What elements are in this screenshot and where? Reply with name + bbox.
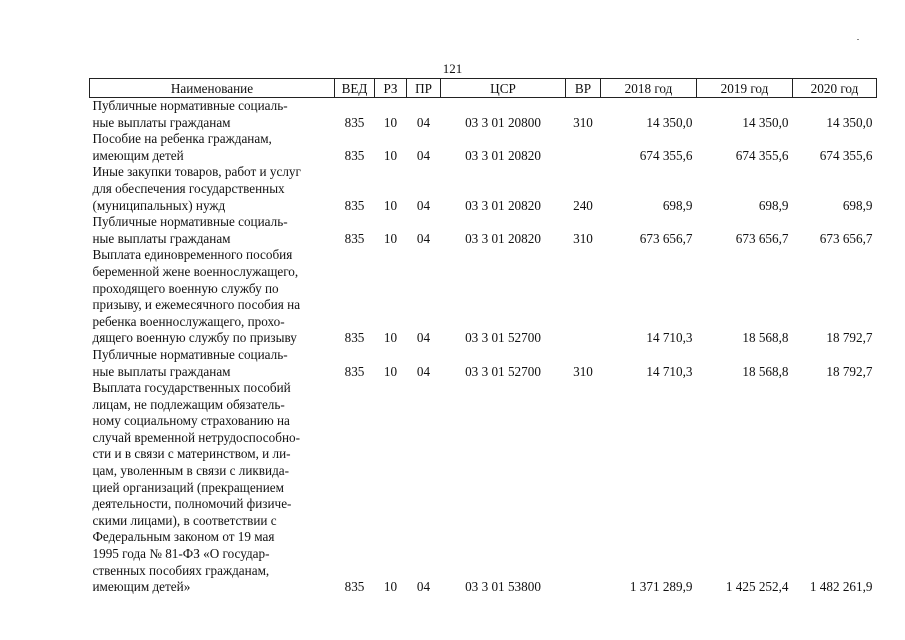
row-vr <box>566 247 601 347</box>
row-2018: 674 355,6 <box>639 147 693 163</box>
row-name: Публичные нормативные социаль- ные выплаты гражданам <box>92 98 288 130</box>
row-2019: 674 355,6 <box>735 147 789 163</box>
row-rz: 10 <box>383 114 398 130</box>
row-pr: 04 <box>416 197 431 213</box>
row-rz: 10 <box>383 330 398 346</box>
row-name: Публичные нормативные социаль- ные выплаты гражданам <box>92 346 288 379</box>
row-2020: 673 656,7 <box>819 230 873 246</box>
header-vr: ВР <box>566 79 601 98</box>
row-vr <box>566 131 601 164</box>
table-row <box>90 98 877 132</box>
row-pr: 04 <box>416 330 431 346</box>
table-row <box>90 380 877 596</box>
header-2018: 2018 год <box>601 79 697 98</box>
header-2019: 2019 год <box>697 79 793 98</box>
row-2020: 674 355,6 <box>819 147 873 163</box>
row-rz: 10 <box>383 230 398 246</box>
row-ved: 835 <box>344 363 365 379</box>
row-rz: 10 <box>383 363 398 379</box>
table-header <box>90 79 877 98</box>
row-csr: 03 3 01 20820 <box>465 230 541 246</box>
row-2020: 14 350,0 <box>826 114 873 130</box>
row-2019: 1 425 252,4 <box>725 579 789 595</box>
row-2018: 14 710,3 <box>646 363 693 379</box>
row-rz: 10 <box>383 147 398 163</box>
row-ved: 835 <box>344 579 365 595</box>
row-pr: 04 <box>416 230 431 246</box>
row-ved: 835 <box>344 147 365 163</box>
header-ved: ВЕД <box>335 79 375 98</box>
row-name: Выплата государственных пособий лицам, не подлежащим обязатель- ному социальному страхованию на случай временной нетрудоспособно- сти и в связи с материнством, и ли- цам, уволенным в связи с ликвида- цией организаций (прекращением деятельности, полномочий физиче- скими лицами), в соответствии с Федеральным законом от 19 мая 1995 года № 81-ФЗ «О государ- ственных пособиях гражданам, имеющим детей» <box>92 380 300 595</box>
row-2020: 18 792,7 <box>826 330 873 346</box>
row-vr: 310 <box>573 363 593 379</box>
row-ved: 835 <box>344 330 365 346</box>
row-csr: 03 3 01 53800 <box>465 579 541 595</box>
table-row <box>90 247 877 347</box>
row-2019: 18 568,8 <box>742 363 789 379</box>
row-2018: 1 371 289,9 <box>629 579 693 595</box>
row-ved: 835 <box>344 197 365 213</box>
row-pr: 04 <box>416 363 431 379</box>
header-pr: ПР <box>407 79 441 98</box>
row-pr: 04 <box>416 579 431 595</box>
table-row <box>90 214 877 247</box>
row-csr: 03 3 01 52700 <box>465 330 541 346</box>
row-pr: 04 <box>416 114 431 130</box>
row-2020: 698,9 <box>842 197 873 213</box>
row-2018: 698,9 <box>662 197 693 213</box>
header-2020: 2020 год <box>793 79 877 98</box>
row-name: Публичные нормативные социаль- ные выплаты гражданам <box>92 214 288 246</box>
row-name: Пособие на ребенка гражданам, имеющим детей <box>92 131 272 163</box>
row-2019: 673 656,7 <box>735 230 789 246</box>
header-csr: ЦСР <box>441 79 566 98</box>
table-body <box>90 98 877 596</box>
row-vr: 310 <box>573 230 593 246</box>
budget-table <box>89 78 877 596</box>
row-2018: 14 350,0 <box>646 114 693 130</box>
row-rz: 10 <box>383 579 398 595</box>
row-2019: 698,9 <box>758 197 789 213</box>
row-vr: 310 <box>573 114 593 130</box>
row-csr: 03 3 01 20800 <box>465 114 541 130</box>
row-ved: 835 <box>344 114 365 130</box>
row-2019: 14 350,0 <box>742 114 789 130</box>
row-vr <box>566 380 601 596</box>
row-csr: 03 3 01 20820 <box>465 197 541 213</box>
row-2019: 18 568,8 <box>742 330 789 346</box>
row-2020: 18 792,7 <box>826 363 873 379</box>
header-name: Наименование <box>90 79 335 98</box>
table-row <box>90 347 877 380</box>
row-2018: 14 710,3 <box>646 330 693 346</box>
row-2018: 673 656,7 <box>639 230 693 246</box>
row-vr: 240 <box>573 197 593 213</box>
table-row <box>90 131 877 164</box>
row-name: Иные закупки товаров, работ и услуг для обеспечения государственных (муниципальных) нужд <box>92 164 301 213</box>
row-rz: 10 <box>383 197 398 213</box>
scan-speck <box>857 39 859 40</box>
row-csr: 03 3 01 20820 <box>465 147 541 163</box>
row-name: Выплата единовременного пособия беременной жене военнослужащего, проходящего военную службу по призыву, и ежемесячного пособия на ребенка военнослужащего, прохо- дящего военную службу по призыву <box>92 247 301 346</box>
table-row <box>90 164 877 214</box>
row-pr: 04 <box>416 147 431 163</box>
header-row <box>90 79 877 98</box>
page-number: 121 <box>442 61 463 76</box>
row-2020: 1 482 261,9 <box>809 579 873 595</box>
header-rz: РЗ <box>375 79 407 98</box>
row-ved: 835 <box>344 230 365 246</box>
row-csr: 03 3 01 52700 <box>465 363 541 379</box>
